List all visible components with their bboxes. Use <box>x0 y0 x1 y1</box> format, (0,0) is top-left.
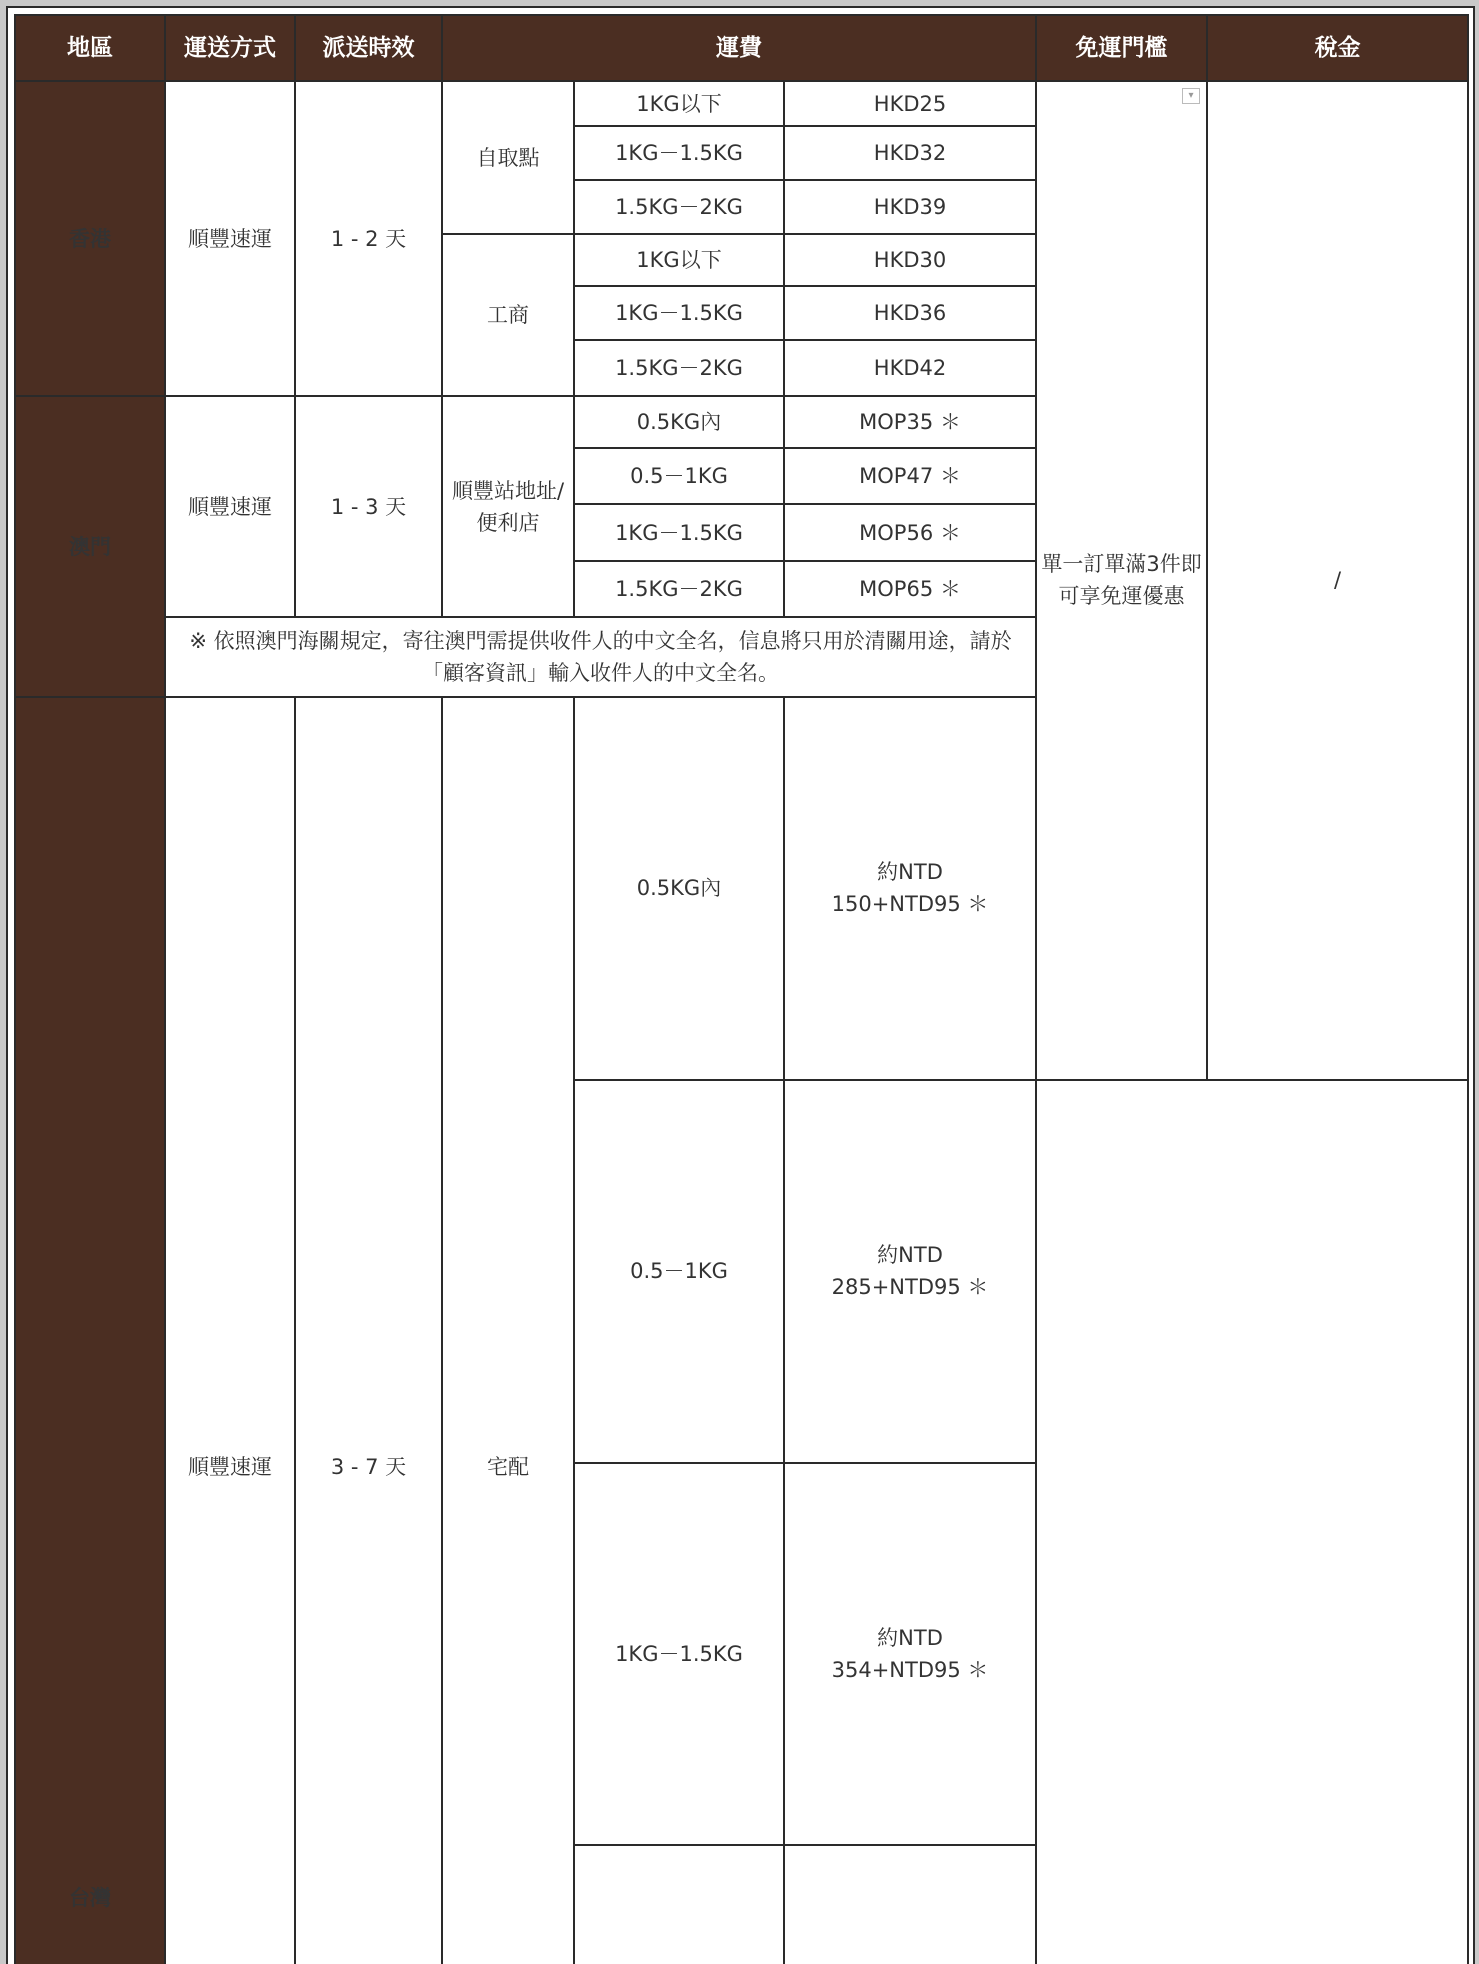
shipping-table-frame <box>6 6 1475 1964</box>
region-taiwan: 台灣 <box>15 697 165 1964</box>
free-shipping-cell <box>1036 81 1207 1080</box>
header-fee: 運費 <box>442 15 1036 81</box>
hk-pickup-fee: HKD25 <box>784 81 1036 126</box>
tw-weight: 1KG－1.5KG <box>574 1463 784 1846</box>
tw-delivery: 宅配 <box>442 697 574 1964</box>
hk-pickup-fee: HKD39 <box>784 180 1036 234</box>
mo-fee: MOP65 ＊ <box>784 561 1036 617</box>
tw-fee <box>784 1463 1036 1846</box>
tw-fee <box>784 1080 1036 1463</box>
hk-business-fee: HKD36 <box>784 286 1036 340</box>
hk-business-weight: 1KG以下 <box>574 234 784 286</box>
tw-weight: 0.5－1KG <box>574 1080 784 1463</box>
hk-pickup-label: 自取點 <box>442 81 574 234</box>
tw-weight <box>574 1845 784 1964</box>
hk-row <box>15 81 1468 126</box>
hk-business-weight: 1KG－1.5KG <box>574 286 784 340</box>
hk-business-fee: HKD42 <box>784 340 1036 396</box>
header-row <box>15 15 1468 81</box>
header-free-threshold: 免運門檻 <box>1036 15 1207 81</box>
hk-pickup-fee: HKD32 <box>784 126 1036 180</box>
tw-fee <box>784 697 1036 1080</box>
hk-method: 順豐速運 <box>165 81 295 396</box>
header-tax: 稅金 <box>1207 15 1468 81</box>
tw-fee-prefix: 約NTD <box>877 1243 943 1268</box>
hk-mo-tax: / <box>1207 81 1468 1080</box>
mo-fee: MOP47 ＊ <box>784 448 1036 504</box>
mo-fee: MOP56 ＊ <box>784 504 1036 561</box>
header-time: 派送時效 <box>295 15 442 81</box>
tw-fee-prefix: 約NTD <box>877 860 943 885</box>
mo-weight: 0.5－1KG <box>574 448 784 504</box>
mo-delivery: 順豐站地址/便利店 <box>442 396 574 617</box>
tw-fee-amount: 285+NTD95 ＊ <box>831 1275 989 1300</box>
region-hongkong: 香港 <box>15 81 165 396</box>
tw-fee-amount: 150+NTD95 ＊ <box>831 892 989 917</box>
hk-business-weight: 1.5KG－2KG <box>574 340 784 396</box>
tw-fee-amount: 354+NTD95 ＊ <box>831 1657 989 1682</box>
shipping-fee-table <box>14 14 1469 1964</box>
tw-fee-prefix: 約NTD <box>877 1625 943 1650</box>
tw-fee <box>784 1845 1036 1964</box>
tw-weight: 0.5KG內 <box>574 697 784 1080</box>
hk-business-fee: HKD30 <box>784 234 1036 286</box>
header-region: 地區 <box>15 15 165 81</box>
mo-weight: 0.5KG內 <box>574 396 784 448</box>
hk-business-label: 工商 <box>442 234 574 396</box>
mo-fee: MOP35 ＊ <box>784 396 1036 448</box>
mo-note: ※ 依照澳門海關規定，寄往澳門需提供收件人的中文全名，信息將只用於清關用途，請於「顧客資訊」輸入收件人的中文全名。 <box>165 617 1036 697</box>
hk-pickup-weight: 1.5KG－2KG <box>574 180 784 234</box>
tw-time: 3 - 7 天 <box>295 697 442 1964</box>
tw-method: 順豐速運 <box>165 697 295 1964</box>
hk-time: 1 - 2 天 <box>295 81 442 396</box>
hk-pickup-weight: 1KG以下 <box>574 81 784 126</box>
mo-weight: 1.5KG－2KG <box>574 561 784 617</box>
hk-pickup-weight: 1KG－1.5KG <box>574 126 784 180</box>
mo-method: 順豐速運 <box>165 396 295 617</box>
region-macau: 澳門 <box>15 396 165 697</box>
header-method: 運送方式 <box>165 15 295 81</box>
mo-weight: 1KG－1.5KG <box>574 504 784 561</box>
chevron-down-icon[interactable]: ▾ <box>1182 88 1200 104</box>
mo-time: 1 - 3 天 <box>295 396 442 617</box>
free-shipping-text: 單一訂單滿3件即可享免運優惠 <box>1041 552 1202 609</box>
